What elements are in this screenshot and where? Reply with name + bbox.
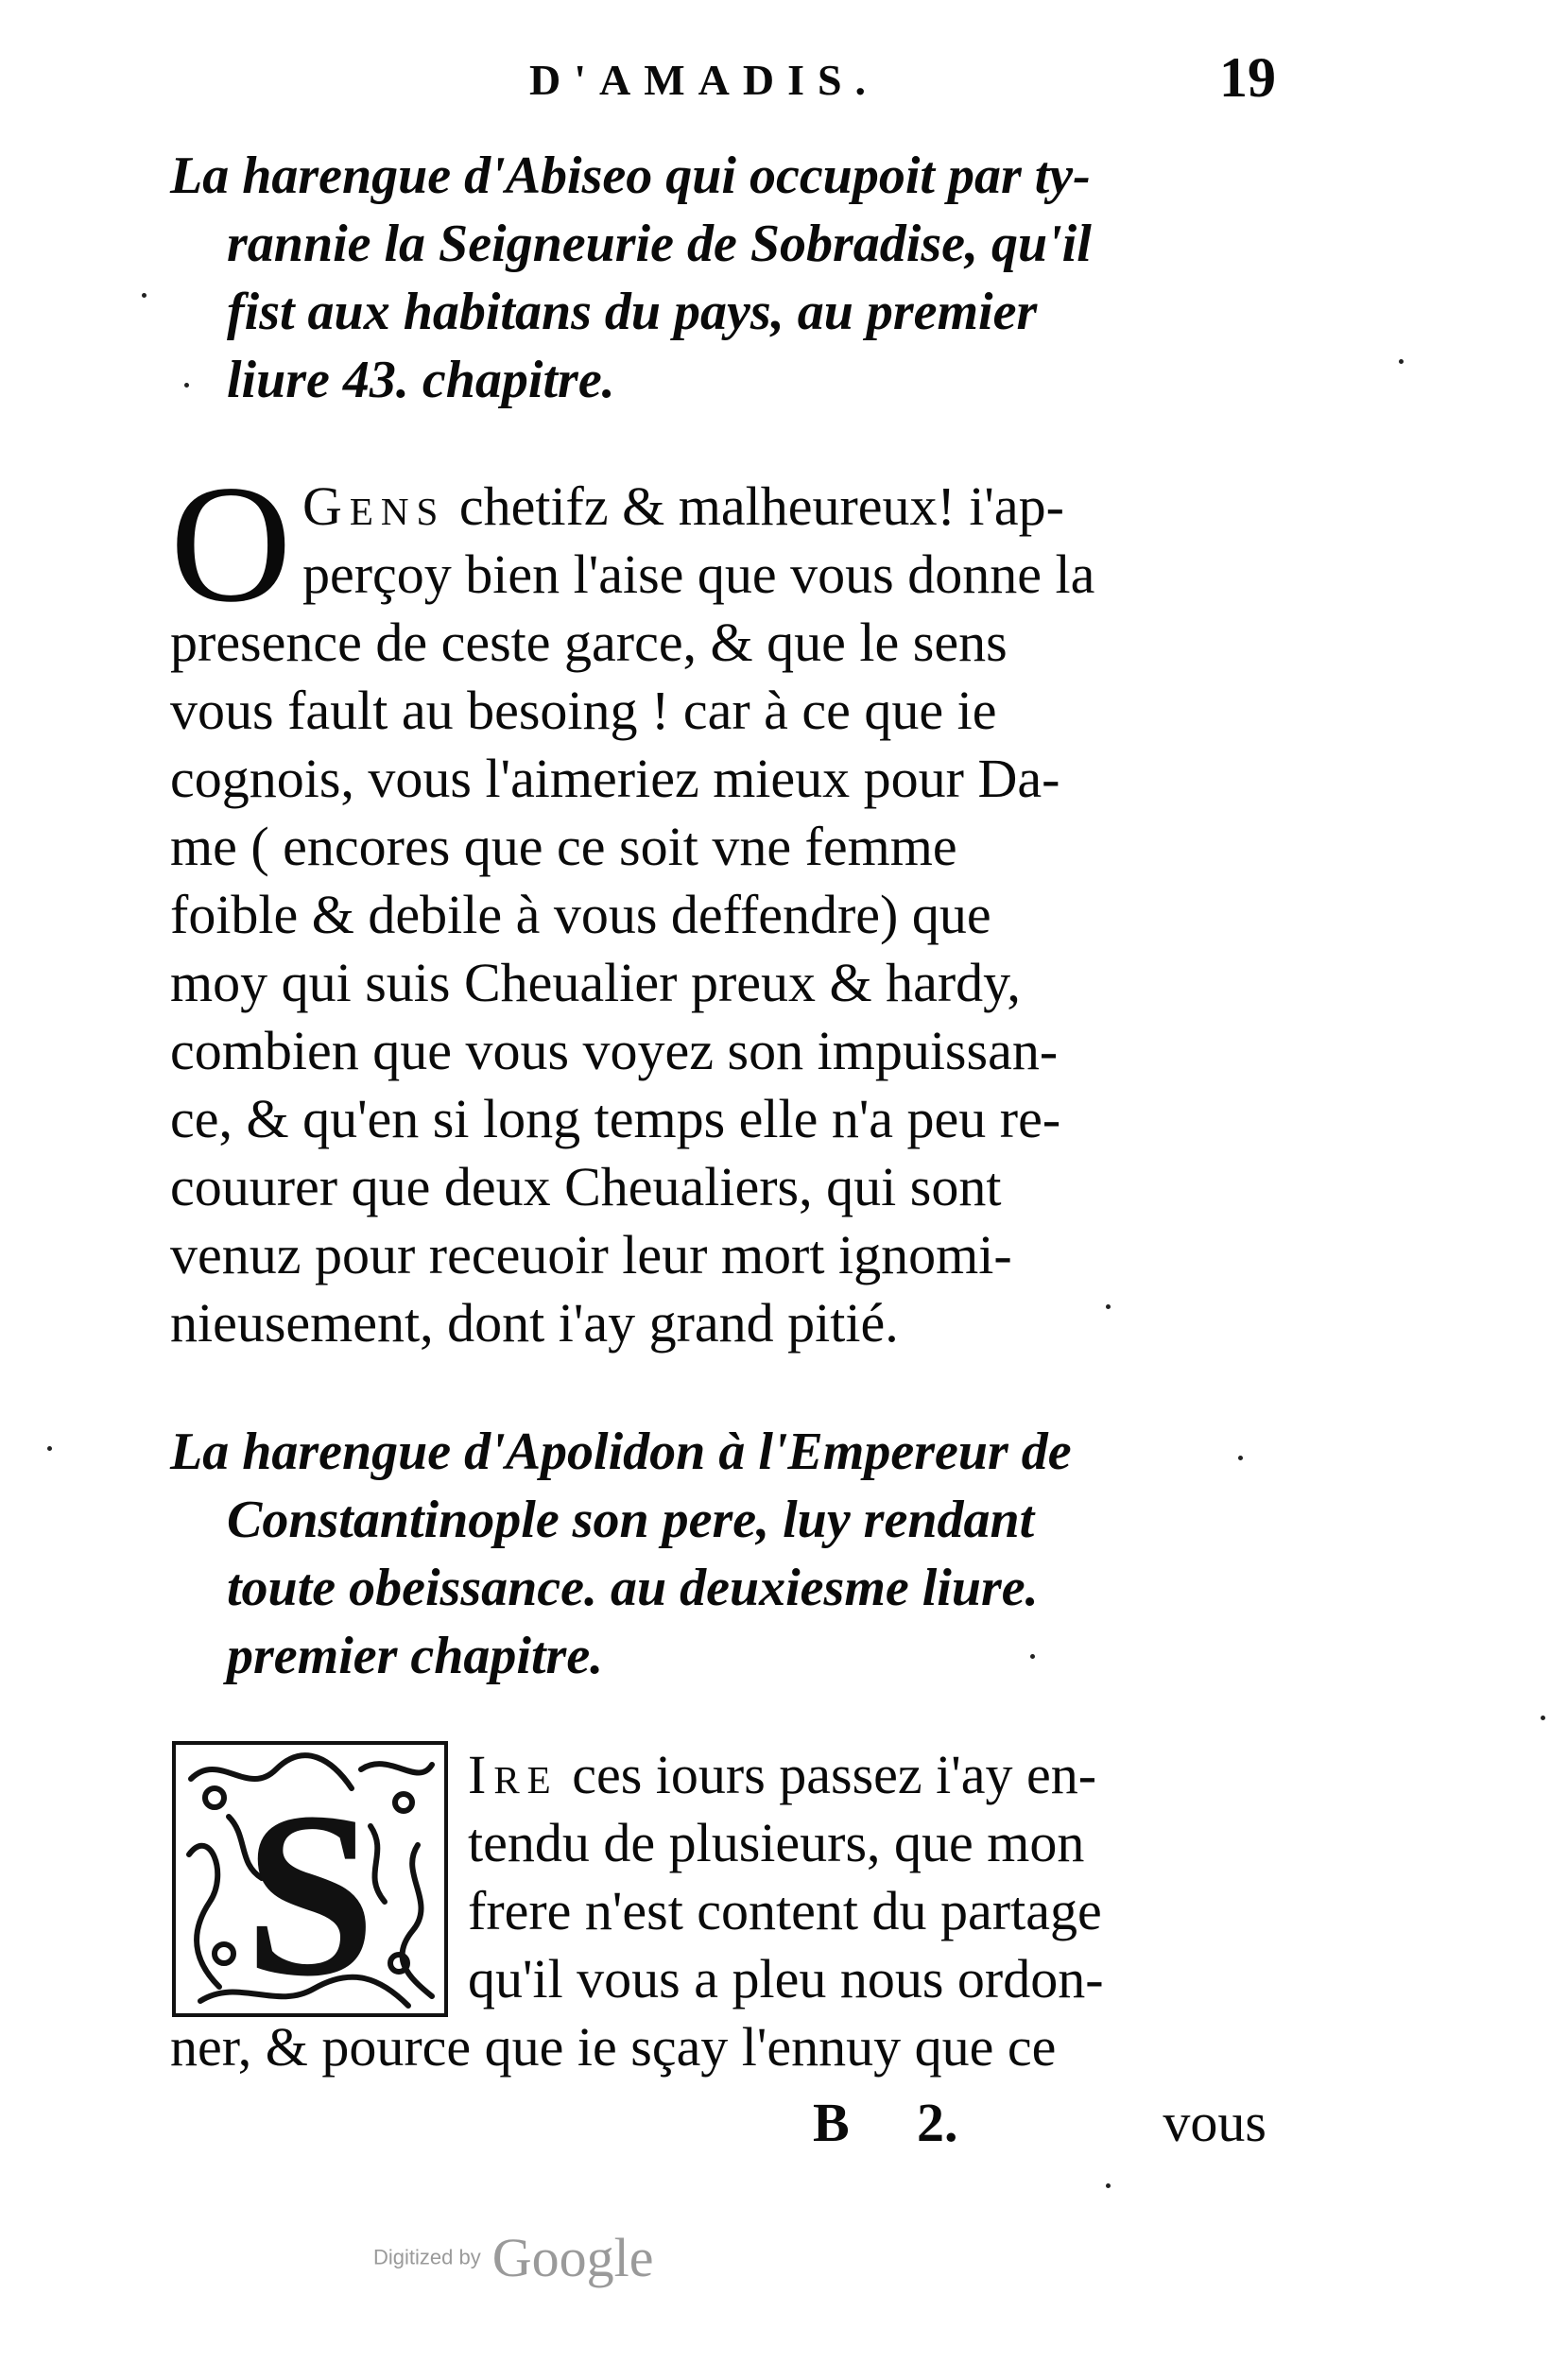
speech-abiseo: [170, 450, 1266, 1357]
scan-speck: [1238, 1456, 1243, 1460]
scan-speck: [1030, 1654, 1035, 1659]
catchword: vous: [1163, 2092, 1266, 2153]
text-line: ce, & qu'en si long temps elle n'a peu re-: [170, 1088, 1061, 1149]
watermark-prefix: Digitized by: [373, 2245, 481, 2269]
running-head: D'AMADIS.: [529, 56, 880, 104]
rubric-line: La harengue d'Apolidon à l'Empereur de: [170, 1423, 1072, 1481]
text-line: perçoy bien l'aise que vous donne la: [302, 543, 1095, 605]
text-line: couurer que deux Cheualiers, qui sont: [170, 1156, 1002, 1217]
rubric-line: toute obeissance. au deuxiesme liure.: [227, 1559, 1039, 1617]
text-line: foible & debile à vous deffendre) que: [170, 884, 991, 945]
rubric-line: fist aux habitans du pays, au premier: [227, 283, 1038, 341]
text-fragment: ces iours passez i'ay en-: [558, 1744, 1097, 1805]
text-line: presence de ceste garce, & que le sens: [170, 612, 1008, 673]
ornament-letter: S: [244, 1764, 376, 2017]
chapter-rubric-abiseo: [170, 142, 1266, 414]
scan-speck: [1106, 1304, 1111, 1309]
scan-speck: [1399, 359, 1404, 364]
text-line: [170, 1741, 1266, 1809]
page-number: 19: [1219, 46, 1276, 109]
scan-speck: [1106, 2183, 1111, 2188]
text-line: nieusement, dont i'ay grand pitié.: [170, 1292, 899, 1354]
text-line: ner, & pource que ie sçay l'ennuy que ce: [170, 2016, 1057, 2078]
rubric-line: rannie la Seigneurie de Sobradise, qu'il: [227, 215, 1092, 273]
scan-speck: [1541, 1716, 1545, 1720]
opening-word: Gens: [302, 475, 446, 537]
text-line: combien que vous voyez son impuissan-: [170, 1020, 1059, 1081]
drop-initial-o: O: [170, 450, 292, 637]
signature-number: 2.: [917, 2092, 958, 2153]
text-fragment: chetifz & malheureux! i'ap-: [445, 475, 1064, 537]
scan-speck: [184, 383, 189, 388]
text-line: moy qui suis Cheualier preux & hardy,: [170, 952, 1021, 1013]
text-line: me ( encores que ce soit vne femme: [170, 816, 957, 877]
text-line: cognois, vous l'aimeriez mieux pour Da-: [170, 748, 1060, 809]
rubric-line: liure 43. chapitre.: [227, 351, 615, 409]
chapter-rubric-apolidon: [170, 1418, 1266, 1690]
text-line: qu'il vous a pleu nous ordon-: [468, 1948, 1104, 2009]
text-line: [170, 473, 1266, 541]
scan-speck: [142, 293, 146, 298]
watermark-brand: Google: [491, 2227, 654, 2288]
rubric-line: Constantinople son pere, luy rendant: [227, 1491, 1035, 1549]
signature-mark: B: [813, 2092, 850, 2153]
rubric-line: premier chapitre.: [227, 1627, 604, 1685]
opening-word: Ire: [468, 1744, 559, 1805]
speech-apolidon: [170, 1741, 1266, 2081]
text-line: frere n'est content du partage: [468, 1880, 1102, 1941]
text-line: venuz pour receuoir leur mort ignomi-: [170, 1224, 1012, 1285]
digitization-watermark: [373, 2226, 653, 2289]
scan-speck: [47, 1446, 52, 1451]
text-line: vous fault au besoing ! car à ce que ie: [170, 680, 997, 741]
text-line: tendu de plusieurs, que mon: [468, 1812, 1085, 1873]
rubric-line: La harengue d'Abiseo qui occupoit par ty-: [170, 147, 1091, 205]
